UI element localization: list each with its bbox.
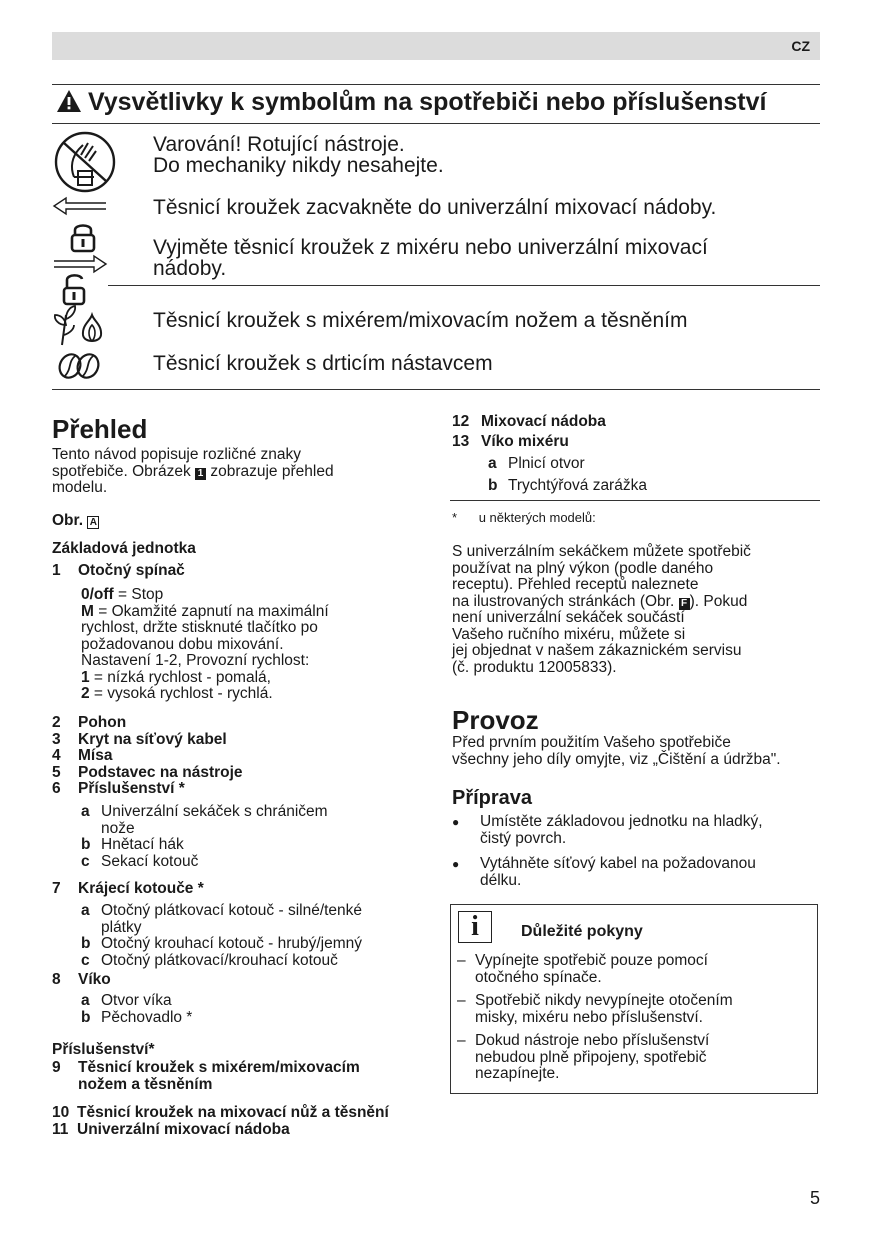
no-hand-icon — [52, 131, 118, 193]
overview-heading: Přehled — [52, 414, 148, 444]
info-box-title: Důležité pokyny — [521, 923, 643, 940]
prep-bullet — [452, 814, 763, 847]
info-line: otočného spínače. — [475, 968, 602, 986]
sublist-item13 — [488, 456, 647, 494]
list-item — [52, 1105, 389, 1122]
item-number: 7 — [52, 880, 61, 897]
sub-line: Otočný krouhací kotouč - hrubý/jemný — [101, 935, 363, 952]
symbols-title-text: Vysvětlivky k symbolům na spotřebiči nebo příslušenství — [88, 88, 767, 116]
para-line: používat na plný výkon (podle daného — [452, 559, 714, 577]
item-label: Příslušenství * — [78, 780, 185, 797]
divider — [52, 123, 820, 124]
item-label: nožem a těsněním — [78, 1075, 213, 1093]
footnote-text: u některých modelů: — [478, 510, 596, 525]
key-value: = Stop — [113, 586, 164, 603]
divider — [52, 389, 820, 390]
figure-badge: 1 — [195, 468, 206, 480]
info-line: Dokud nástroje nebo příslušenství — [475, 1032, 710, 1049]
list-item — [52, 1122, 290, 1139]
base-unit-heading: Základová jednotka — [52, 540, 196, 557]
sub-line: Otočný plátkovací kotouč - silné/tenké — [101, 902, 363, 919]
symbol-desc-blender — [153, 310, 688, 331]
symbol-desc-unlock — [153, 237, 708, 279]
list-item — [452, 414, 606, 431]
sub-key: a — [81, 803, 90, 820]
item-label: Těsnicí kroužek s mixérem/mixovacím — [78, 1059, 360, 1076]
switch-line: požadovanou dobu mixování. — [81, 635, 284, 653]
sub-key: a — [81, 902, 90, 919]
sub-line: Trychtýřová zarážka — [508, 476, 647, 494]
dash: – — [457, 1032, 466, 1049]
divider — [450, 500, 820, 501]
accessories-heading: Příslušenství* — [52, 1041, 155, 1058]
sub-key: c — [81, 852, 90, 870]
info-line: misky, mixéru nebo příslušenství. — [475, 1008, 703, 1026]
item-number: 8 — [52, 971, 61, 988]
info-line: Vypínejte spotřebič pouze pomocí — [475, 952, 708, 969]
sub-line: Plnicí otvor — [508, 455, 585, 472]
para-line: všechny jeho díly omyjte, viz „Čištění a údržba". — [452, 750, 781, 768]
figure-badge: F — [679, 598, 690, 610]
key-value: = nízká rychlost - pomalá, — [89, 668, 271, 686]
symbol-line: Varování! Rotující nástroje. — [153, 133, 405, 156]
sub-item — [81, 804, 328, 837]
bullet-line: čistý povrch. — [480, 829, 567, 847]
bullet-line: délku. — [480, 871, 522, 889]
symbol-line: Do mechaniky nikdy nesahejte. — [153, 154, 444, 177]
bullet-icon: ● — [452, 815, 460, 829]
list-item — [52, 765, 243, 782]
bullet-line: Umístěte základovou jednotku na hladký, — [480, 813, 763, 830]
sub-item — [81, 1010, 192, 1027]
item-label: Krájecí kotouče * — [78, 880, 204, 897]
list-item — [52, 563, 185, 580]
sub-item — [81, 953, 362, 970]
item-number: 9 — [52, 1059, 61, 1076]
item-label: Těsnicí kroužek na mixovací nůž a těsnění — [77, 1104, 389, 1121]
list-item — [52, 1060, 360, 1093]
para-line: receptu). Přehled receptů naleznete — [452, 576, 699, 593]
info-line: nezapínejte. — [475, 1065, 560, 1082]
dash: – — [457, 952, 466, 969]
sub-item — [488, 478, 647, 495]
dash: – — [457, 992, 466, 1009]
item-label: Univerzální mixovací nádoba — [77, 1121, 290, 1138]
list-group — [52, 715, 243, 798]
para-line: Před prvním použitím Vašeho spotřebiče — [452, 734, 731, 751]
intro-text: spotřebiče. Obrázek — [52, 462, 191, 480]
symbol-line: Těsnicí kroužek s drticím nástavcem — [153, 352, 493, 375]
figure-label-text: Obr. — [52, 512, 84, 529]
list-item — [52, 781, 243, 798]
sublist-item7 — [81, 903, 362, 969]
item-label: Pohon — [78, 714, 127, 731]
sub-item — [81, 837, 328, 854]
sub-line: plátky — [101, 918, 142, 936]
sub-key: b — [81, 1008, 91, 1026]
item-number: 11 — [52, 1121, 69, 1138]
sub-line: Pěchovadlo * — [101, 1008, 193, 1026]
sub-item — [81, 936, 362, 953]
sub-line: Otvor víka — [101, 992, 172, 1009]
list-item — [52, 881, 204, 898]
item-number: 10 — [52, 1104, 70, 1121]
intro-line: modelu. — [52, 479, 108, 496]
sub-key: b — [488, 476, 498, 494]
info-item — [457, 1033, 709, 1083]
list-item — [452, 434, 569, 451]
intro-line — [52, 464, 432, 481]
sub-line: nože — [101, 819, 135, 837]
lock-open-icon — [60, 272, 90, 306]
para-line — [452, 594, 832, 611]
divider — [108, 285, 820, 286]
sub-key: c — [81, 951, 90, 969]
arrow-left-icon — [52, 196, 108, 216]
divider — [52, 84, 820, 85]
info-icon: i — [458, 911, 492, 943]
sub-key: b — [81, 836, 91, 853]
symbol-line: Těsnicí kroužek zacvakněte do univerzální mixovací nádoby. — [153, 196, 717, 219]
item-label: Víko — [78, 971, 111, 988]
key-term: 2 — [81, 685, 90, 702]
para-line: Vašeho ručního mixéru, můžete si — [452, 625, 686, 643]
footnote — [452, 510, 596, 525]
item-number: 5 — [52, 763, 61, 781]
symbol-line: Vyjměte těsnicí kroužek z mixéru nebo univerzální mixovací — [153, 236, 708, 259]
key-value: = vysoká rychlost - rychlá. — [89, 685, 273, 702]
header-bar — [52, 32, 820, 60]
switch-line — [81, 670, 329, 687]
para-line: (č. produktu 12005833). — [452, 658, 617, 676]
switch-line: rychlost, držte stisknuté tlačítko po — [81, 619, 318, 636]
page-number: 5 — [810, 1188, 821, 1208]
key-term: 1 — [81, 668, 90, 686]
sub-line: Univerzální sekáček s chráničem — [101, 803, 328, 820]
para-text: na ilustrovaných stránkách (Obr. — [452, 592, 675, 610]
item-label: Mísa — [78, 747, 113, 764]
preparation-heading: Příprava — [452, 787, 533, 809]
sublist-item6 — [81, 804, 328, 870]
intro-text: zobrazuje přehled — [210, 462, 334, 480]
list-item — [52, 972, 111, 989]
switch-description — [81, 587, 329, 703]
footnote-mark: * — [452, 510, 458, 525]
language-code: CZ — [791, 38, 810, 54]
info-box — [450, 904, 818, 1094]
sub-key: a — [488, 455, 497, 472]
sub-line: Sekací kotouč — [101, 852, 199, 870]
key-term: 0/off — [81, 586, 114, 603]
switch-line: Nastavení 1-2, Provozní rychlost: — [81, 652, 310, 669]
overview-intro — [52, 447, 432, 497]
lock-closed-icon — [68, 221, 98, 253]
herb-onion-icon — [52, 303, 112, 347]
sub-key: b — [81, 935, 91, 952]
figure-badge: A — [87, 516, 99, 529]
coffee-beans-icon — [56, 352, 102, 380]
list-item — [52, 748, 243, 765]
key-term: M — [81, 602, 94, 620]
sub-line: Hnětací hák — [101, 836, 184, 853]
item-number: 1 — [52, 562, 61, 579]
info-line: nebudou plně připojeny, spotřebič — [475, 1048, 707, 1066]
symbols-title — [56, 88, 766, 117]
key-value: = Okamžité zapnutí na maximální — [93, 602, 329, 620]
intro-line: Tento návod popisuje rozličné znaky — [52, 446, 302, 463]
item-number: 2 — [52, 714, 61, 731]
warning-icon — [56, 89, 82, 113]
symbol-desc-warning — [153, 134, 444, 176]
list-item — [52, 715, 243, 732]
switch-line — [81, 604, 329, 621]
chopper-paragraph — [452, 544, 832, 676]
info-item — [457, 993, 733, 1026]
list-item — [52, 732, 243, 749]
sub-item — [81, 903, 362, 936]
operation-intro — [452, 735, 852, 768]
item-number: 12 — [452, 413, 470, 430]
info-line: Spotřebič nikdy nevypínejte otočením — [475, 992, 733, 1009]
sub-item — [81, 854, 328, 871]
symbol-desc-lock — [153, 197, 716, 218]
info-item — [457, 953, 708, 986]
symbol-line: nádoby. — [153, 257, 227, 280]
sub-item — [81, 993, 192, 1010]
bullet-icon: ● — [452, 857, 460, 871]
prep-bullet — [452, 856, 756, 889]
item-number: 6 — [52, 780, 61, 797]
operation-heading: Provoz — [452, 705, 539, 735]
symbol-line: Těsnicí kroužek s mixérem/mixovacím nožem a těsněním — [153, 309, 688, 332]
sub-key: a — [81, 992, 90, 1009]
symbol-desc-grinder — [153, 353, 493, 374]
switch-line — [81, 587, 329, 604]
item-number: 4 — [52, 747, 61, 764]
para-line: jej objednat v našem zákaznickém servisu — [452, 642, 742, 659]
item-label: Kryt na síťový kabel — [78, 730, 227, 748]
item-label: Podstavec na nástroje — [78, 763, 243, 781]
item-label: Mixovací nádoba — [481, 413, 606, 430]
sublist-item8 — [81, 993, 192, 1026]
para-text: ). Pokud — [689, 592, 748, 610]
item-label: Otočný spínač — [78, 562, 185, 579]
figure-label — [52, 513, 99, 530]
para-line: S univerzálním sekáčkem můžete spotřebič — [452, 543, 751, 560]
item-label: Víko mixéru — [481, 433, 569, 450]
arrow-right-icon — [52, 254, 108, 274]
sub-item — [488, 456, 647, 473]
switch-line — [81, 686, 329, 703]
para-line: není univerzální sekáček součástí — [452, 609, 685, 626]
sub-line: Otočný plátkovací/krouhací kotouč — [101, 951, 338, 969]
item-number: 3 — [52, 730, 61, 748]
item-number: 13 — [452, 433, 470, 450]
bullet-line: Vytáhněte síťový kabel na požadovanou — [480, 855, 756, 872]
